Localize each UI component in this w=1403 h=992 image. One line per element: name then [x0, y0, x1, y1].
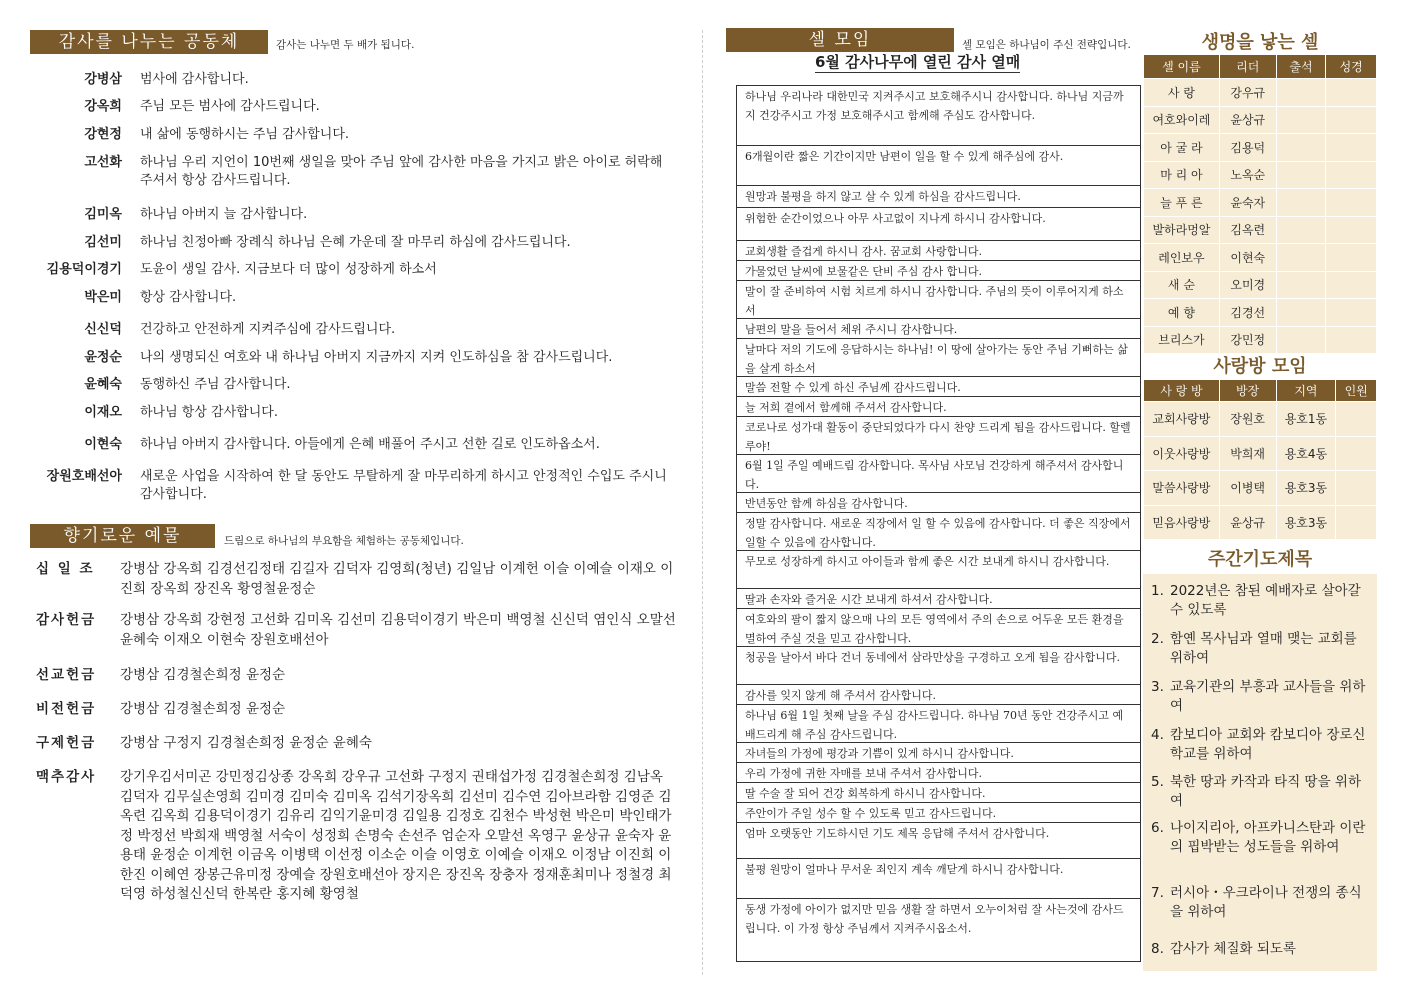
cell-leader: 강민정	[1219, 326, 1276, 354]
thanks-entry: 동생 가정에 아이가 없지만 믿음 생활 잘 하면서 오누이처럼 잘 사는것에 감사드립니다. 이 가정 항상 주님께서 지켜주시옵소서.	[745, 903, 1124, 935]
thanks-entry: 6월 1일 주일 예배드림 감사합니다. 목사님 사모님 건강하게 해주셔서 감사합니다.	[737, 455, 1140, 493]
member-name: 김미옥	[84, 207, 122, 222]
table-row	[1144, 106, 1377, 134]
table-row	[1144, 271, 1377, 299]
prayer-text: 교육기관의 부흥과 교사들을 위하여	[1170, 679, 1366, 714]
thanks-text: 항상 감사합니다.	[140, 290, 237, 305]
room-name: 믿음사랑방	[1144, 505, 1220, 540]
thanks-entry: 무모로 성장하게 하시고 아이들과 함께 좋은 시간 보내게 하시니 감사합니다.	[737, 551, 1140, 589]
cell-name: 여호와이레	[1144, 106, 1220, 134]
cell-section-subtitle: 셀 모임은 하나님이 주신 전략입니다.	[962, 39, 1131, 51]
thanks-entry: 하나님 우리나라 대한민국 지켜주시고 보호해주시니 감사합니다. 하나님 지금까지 건강주시고 가정 보호해주시고 함께해 주심도 감사합니다.	[737, 86, 1140, 146]
member-name: 강병삼	[84, 72, 122, 87]
table-row	[1144, 244, 1377, 272]
table-row	[1144, 402, 1377, 437]
member-name: 윤정순	[84, 350, 122, 365]
room-leader: 박희재	[1219, 436, 1276, 471]
offering-section-subtitle: 드림으로 하나님의 부요함을 체험하는 공동체입니다.	[224, 535, 464, 547]
cell-section-title: 셀 모임	[726, 28, 954, 52]
cell-name: 예 향	[1144, 299, 1220, 327]
cell-bible	[1326, 271, 1377, 299]
offering-section-title: 향기로운 예물	[30, 524, 215, 548]
thanks-entry: 가물었던 날씨에 보물같은 단비 주심 감사 합니다.	[737, 261, 1140, 281]
cell-attendance	[1276, 189, 1326, 217]
life-cell-title: 생명을 낳는 셀	[1201, 32, 1319, 53]
thanks-fruit-list	[736, 85, 1141, 962]
table-row	[1144, 326, 1377, 354]
thanks-section-title: 감사를 나누는 공동체	[30, 30, 268, 54]
table-row	[1144, 216, 1377, 244]
offering-names: 강병삼 강옥희 강현정 고선화 김미옥 김선미 김용덕이경기 박은미 백영철 신신덕 염인식 오말선 윤혜숙 이재오 이현숙 장원호배선아	[120, 612, 676, 648]
cell-name: 사 랑	[1144, 79, 1220, 107]
offering-label: 비전헌금	[36, 701, 97, 717]
member-name: 김용덕이경기	[46, 262, 122, 277]
thanks-entry: 딸 수술 잘 되어 건강 회복하게 하시니 감사합니다.	[737, 783, 1140, 803]
thanks-text: 나의 생명되신 여호와 내 하나님 아버지 지금까지 지켜 인도하심을 참 감사드립니다.	[140, 350, 613, 365]
prayer-number: 3.	[1151, 679, 1164, 695]
table-row	[1144, 471, 1377, 506]
thanks-entry: 6개월이란 짧은 기간이지만 남편이 일을 할 수 있게 해주심에 감사.	[737, 146, 1140, 186]
prayer-number: 7.	[1151, 885, 1164, 901]
cell-bible	[1326, 161, 1377, 189]
room-count	[1336, 402, 1377, 437]
cell-name: 마 리 아	[1144, 161, 1220, 189]
prayer-number: 5.	[1151, 774, 1164, 790]
thanks-entry: 말이 잘 준비하여 시험 치르게 하시니 감사합니다. 주님의 뜻이 이루어지게 하소서	[737, 281, 1140, 319]
member-name: 고선화	[84, 155, 122, 170]
cell-heading: 6월 감사나무에 열린 감사 열매	[815, 53, 1021, 71]
prayer-number: 8.	[1151, 941, 1164, 957]
offering-label: 구제헌금	[36, 735, 97, 751]
table-row	[1144, 436, 1377, 471]
offering-label: 맥추감사	[36, 769, 97, 785]
thanks-text: 건강하고 안전하게 지켜주심에 감사드립니다.	[140, 322, 396, 337]
cell-attendance	[1276, 161, 1326, 189]
room-area: 용호3동	[1276, 471, 1336, 506]
thanks-entry: 원망과 불평을 하지 않고 살 수 있게 하심을 감사드립니다.	[737, 186, 1140, 208]
thanks-entry: 교회생활 즐겁게 하시니 감사. 꿈교회 사랑합니다.	[737, 241, 1140, 261]
room-leader: 윤상규	[1219, 505, 1276, 540]
love-room-title: 사랑방 모임	[1213, 356, 1307, 377]
thanks-text: 범사에 감사합니다.	[140, 72, 249, 87]
column-header: 지역	[1276, 380, 1336, 402]
cell-name: 발하라멍알	[1144, 216, 1220, 244]
thanks-entry: 늘 저희 곁에서 함께해 주셔서 감사합니다.	[737, 397, 1140, 417]
prayer-text: 나이지리아, 아프카니스탄과 이란의 핍박받는 성도들을 위하여	[1170, 820, 1366, 855]
member-name: 박은미	[84, 290, 122, 305]
thanks-entry: 날마다 저의 기도에 응답하시는 하나님! 이 땅에 살아가는 동안 주님 기뻐하는 삶을 살게 하소서	[737, 339, 1140, 377]
thanks-entry: 불평 원망이 얼마나 무서운 죄인지 계속 깨닫게 하시니 감사합니다.	[737, 859, 1140, 899]
prayer-text: 캄보디아 교회와 캄보디아 장로신학교를 위하여	[1170, 727, 1366, 762]
thanks-entry: 말씀 전할 수 있게 하신 주님께 감사드립니다.	[737, 377, 1140, 397]
offering-names: 강기우김서미곤 강민정김상종 강옥희 강우규 고선화 구정지 권태섭가정 김경철손희정 김남옥 김덕자 김무실손영희 김미경 김미숙 김미옥 김석기장옥희 김선미 김수연 김아브라함 김영준 김옥련 김옥희 김용덕이경기 김유리 김익기윤미경 김일용 김정호 김천수 박성현 박은미 박인태가정 박정선 박희재 백영철 서숙이 성정희 손명숙 손선주 엄순자 오말선 옥영구 윤상규 윤숙자 윤용태 윤정순 이계헌 이금옥 이병택 이선정 이소순 이슬 이영호 이예슬 이재오 이정남 이진희 이한진 이혜연 장봉근유미정 장예슬 장원호배선아 장지은 장진옥 장충자 정재훈최미나 정철경 최덕영 하성철신신덕 한복란 홍지혜 황영철	[120, 769, 672, 902]
column-header: 셀 이름	[1144, 55, 1220, 79]
cell-attendance	[1276, 271, 1326, 299]
room-name: 교회사랑방	[1144, 402, 1220, 437]
cell-bible	[1326, 326, 1377, 354]
thanks-entry: 정말 감사합니다. 새로운 직장에서 일 할 수 있음에 감사합니다. 더 좋은 직장에서 일할 수 있음에 감사합니다.	[737, 513, 1140, 551]
cell-name: 아 굴 라	[1144, 134, 1220, 162]
offering-names: 강병삼 김경철손희정 윤정순	[120, 667, 286, 683]
column-header: 사 랑 방	[1144, 380, 1220, 402]
table-row	[1144, 299, 1377, 327]
table-row	[1144, 79, 1377, 107]
member-name: 강현정	[84, 127, 122, 142]
cell-leader: 김옥련	[1219, 216, 1276, 244]
column-header: 출석	[1276, 55, 1326, 79]
thanks-entry: 감사를 잊지 않게 해 주셔서 감사합니다.	[737, 685, 1140, 705]
offering-names: 강병삼 강옥희 김경선김정태 김길자 김덕자 김영희(청년) 김일남 이계헌 이슬 이예슬 이재오 이진희 장옥희 장진옥 황영철윤정순	[120, 561, 674, 597]
room-area: 용호1동	[1276, 402, 1336, 437]
offering-names: 강병삼 김경철손희정 윤정순	[120, 701, 286, 717]
thanks-section-subtitle: 감사는 나누면 두 배가 됩니다.	[276, 39, 415, 51]
thanks-entry: 여호와의 팔이 짧지 않으매 나의 모든 영역에서 주의 손으로 어두운 모든 환경을 멸하여 주실 것을 믿고 감사합니다.	[737, 609, 1140, 647]
member-name: 신신덕	[84, 322, 122, 337]
thanks-entry: 남편의 말을 들어서 체위 주시니 감사합니다.	[737, 319, 1140, 339]
column-header: 방장	[1219, 380, 1276, 402]
prayer-number: 2.	[1151, 631, 1164, 647]
thanks-text: 새로운 사업을 시작하여 한 달 동안도 무탈하게 잘 마무리하게 하시고 안정적인 수입도 주시니 감사합니다.	[140, 469, 667, 502]
prayer-title: 주간기도제목	[1207, 549, 1313, 570]
prayer-text: 함옌 목사님과 열매 맺는 교회를 위하여	[1170, 631, 1357, 666]
column-header: 리더	[1219, 55, 1276, 79]
thanks-entry: 엄마 오랫동안 기도하시던 기도 제목 응답해 주셔서 감사합니다.	[737, 823, 1140, 859]
thanks-entry: 반년동안 함께 하심을 감사합니다.	[737, 493, 1140, 513]
thanks-text: 하나님 우리 지언이 10번째 생일을 맞아 주님 앞에 감사한 마음을 가지고 밝은 아이로 허락해 주셔서 항상 감사드립니다.	[140, 155, 663, 188]
thanks-text: 하나님 항상 감사합니다.	[140, 405, 278, 420]
cell-leader: 김경선	[1219, 299, 1276, 327]
thanks-entry: 자녀들의 가정에 평강과 기쁨이 있게 하시니 감사합니다.	[737, 743, 1140, 763]
column-header: 인원	[1336, 380, 1377, 402]
cell-leader: 강우규	[1219, 79, 1276, 107]
column-header: 성경	[1326, 55, 1377, 79]
prayer-number: 4.	[1151, 727, 1164, 743]
cell-attendance	[1276, 216, 1326, 244]
prayer-text: 감사가 체질화 되도록	[1170, 941, 1296, 957]
room-area: 용호3동	[1276, 505, 1336, 540]
cell-name: 레인보우	[1144, 244, 1220, 272]
member-name: 이재오	[84, 405, 122, 420]
cell-bible	[1326, 244, 1377, 272]
offering-names: 강병삼 구정지 김경철손희정 윤정순 윤혜숙	[120, 735, 372, 751]
prayer-text: 러시아・우크라이나 전쟁의 종식을 위하여	[1170, 885, 1362, 920]
cell-attendance	[1276, 299, 1326, 327]
offering-label: 감사헌금	[36, 612, 97, 628]
cell-leader: 윤숙자	[1219, 189, 1276, 217]
thanks-text: 내 삶에 동행하시는 주님 감사합니다.	[140, 127, 350, 142]
cell-attendance	[1276, 106, 1326, 134]
prayer-text: 북한 땅과 카작과 타직 땅을 위하여	[1170, 774, 1361, 809]
room-count	[1336, 505, 1377, 540]
room-name: 이웃사랑방	[1144, 436, 1220, 471]
thanks-text: 하나님 친정아빠 장례식 하나님 은혜 가운데 잘 마무리 하심에 감사드립니다.	[140, 235, 571, 250]
cell-leader: 오미경	[1219, 271, 1276, 299]
thanks-text: 하나님 아버지 감사합니다. 아들에게 은혜 배풀어 주시고 선한 길로 인도하옵소서.	[140, 437, 600, 452]
prayer-number: 6.	[1151, 820, 1164, 836]
member-name: 강옥희	[84, 99, 122, 114]
table-row	[1144, 161, 1377, 189]
thanks-text: 하나님 아버지 늘 감사합니다.	[140, 207, 308, 222]
thanks-text: 주님 모든 범사에 감사드립니다.	[140, 99, 320, 114]
prayer-number: 1.	[1151, 583, 1164, 599]
cell-bible	[1326, 79, 1377, 107]
cell-bible	[1326, 216, 1377, 244]
cell-name: 브리스가	[1144, 326, 1220, 354]
cell-leader: 윤상규	[1219, 106, 1276, 134]
prayer-text: 2022년은 참된 예배자로 살아갈 수 있도록	[1170, 583, 1361, 618]
thanks-entry: 딸과 손자와 즐거운 시간 보내게 하셔서 감사합니다.	[737, 589, 1140, 609]
cell-name: 늘 푸 른	[1144, 189, 1220, 217]
cell-attendance	[1276, 79, 1326, 107]
thanks-text: 도윤이 생일 감사. 지금보다 더 많이 성장하게 하소서	[140, 262, 437, 277]
table-row	[1144, 134, 1377, 162]
cell-name: 새 순	[1144, 271, 1220, 299]
room-area: 용호4동	[1276, 436, 1336, 471]
cell-bible	[1326, 299, 1377, 327]
offering-label: 선교헌금	[36, 667, 97, 683]
room-leader: 이병택	[1219, 471, 1276, 506]
cell-leader: 김용덕	[1219, 134, 1276, 162]
thanks-entry: 우리 가정에 귀한 자매를 보내 주셔서 감사합니다.	[737, 763, 1140, 783]
offering-label: 십 일 조	[36, 561, 95, 577]
love-room-table	[1143, 379, 1377, 540]
cell-attendance	[1276, 134, 1326, 162]
room-name: 말씀사랑방	[1144, 471, 1220, 506]
page-divider	[702, 30, 703, 975]
thanks-entry: 위험한 순간이었으나 아무 사고없이 지나게 하시니 감사합니다.	[737, 208, 1140, 241]
table-row	[1144, 189, 1377, 217]
table-row	[1144, 505, 1377, 540]
member-name: 김선미	[84, 235, 122, 250]
member-name: 장원호배선아	[46, 469, 122, 484]
cell-bible	[1326, 106, 1377, 134]
thanks-entry: 코로나로 성가대 활동이 중단되었다가 다시 찬양 드리게 됨을 감사드립니다. 할렐루야!	[737, 417, 1140, 455]
thanks-entry: 주안이가 주일 성수 할 수 있도록 믿고 감사드립니다.	[737, 803, 1140, 823]
cell-attendance	[1276, 244, 1326, 272]
room-count	[1336, 471, 1377, 506]
cell-attendance	[1276, 326, 1326, 354]
cell-leader: 노옥순	[1219, 161, 1276, 189]
room-leader: 장원호	[1219, 402, 1276, 437]
thanks-entry: 청공을 날아서 바다 건너 동네에서 삼라만상을 구경하고 오게 됨을 감사합니다.	[737, 647, 1140, 685]
thanks-entry: 하나님 6월 1일 첫째 날을 주심 감사드립니다. 하나님 70년 동안 건강주시고 예배드리게 해 주심 감사드립니다.	[737, 705, 1140, 743]
life-cell-table	[1143, 54, 1377, 354]
member-name: 이현숙	[84, 437, 122, 452]
prayer-list	[1143, 574, 1377, 971]
thanks-text: 동행하신 주님 감사합니다.	[140, 377, 291, 392]
member-name: 윤혜숙	[84, 377, 122, 392]
cell-leader: 이현숙	[1219, 244, 1276, 272]
cell-bible	[1326, 189, 1377, 217]
cell-bible	[1326, 134, 1377, 162]
room-count	[1336, 436, 1377, 471]
